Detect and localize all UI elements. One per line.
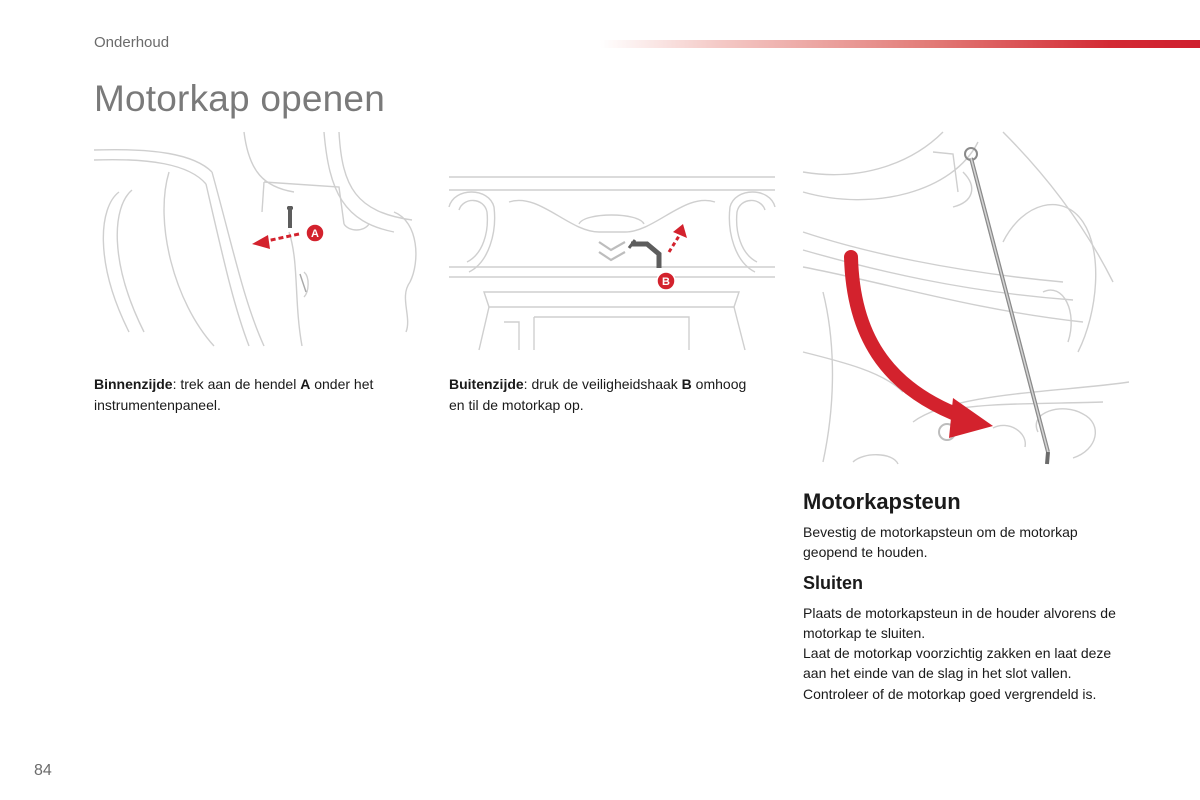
section-label: Onderhoud — [94, 34, 170, 51]
inside-caption-lead: Binnenzijde — [94, 376, 173, 392]
inside-caption-end: onder het instrumentenpaneel. — [94, 376, 374, 413]
outside-caption-end: omhoog en til de motorkap op. — [449, 376, 747, 413]
support-heading: Motorkapsteun — [803, 489, 961, 514]
header-accent-bar — [600, 40, 1200, 48]
marker-a: A — [311, 228, 319, 240]
page-number: 84 — [34, 762, 52, 779]
closing-heading: Sluiten — [803, 573, 864, 593]
inside-caption — [94, 374, 414, 416]
inside-caption-key: A — [300, 376, 311, 392]
outside-caption-text: : druk de veiligheidshaak — [523, 376, 682, 392]
inside-caption-text: : trek aan de hendel — [172, 376, 301, 392]
closing-text-1: Plaats de motorkapsteun in de houder alvorens de motorkap te sluiten. — [803, 605, 1116, 642]
marker-b: B — [662, 276, 670, 288]
inside-lever-illustration — [94, 132, 420, 350]
outside-caption-key: B — [681, 376, 692, 392]
outside-hook-illustration — [449, 132, 775, 350]
outside-caption-lead: Buitenzijde — [449, 376, 524, 392]
page-title: Motorkap openen — [94, 78, 385, 119]
outside-caption — [449, 374, 749, 416]
closing-text-2: Laat de motorkap voorzichtig zakken en laat deze aan het einde van de slag in het slot vallen. Controleer of de motorkap goed vergrendeld is. — [803, 645, 1112, 702]
support-text: Bevestig de motorkapsteun om de motorkap geopend te houden. — [803, 524, 1078, 561]
hood-support-illustration — [803, 132, 1129, 474]
